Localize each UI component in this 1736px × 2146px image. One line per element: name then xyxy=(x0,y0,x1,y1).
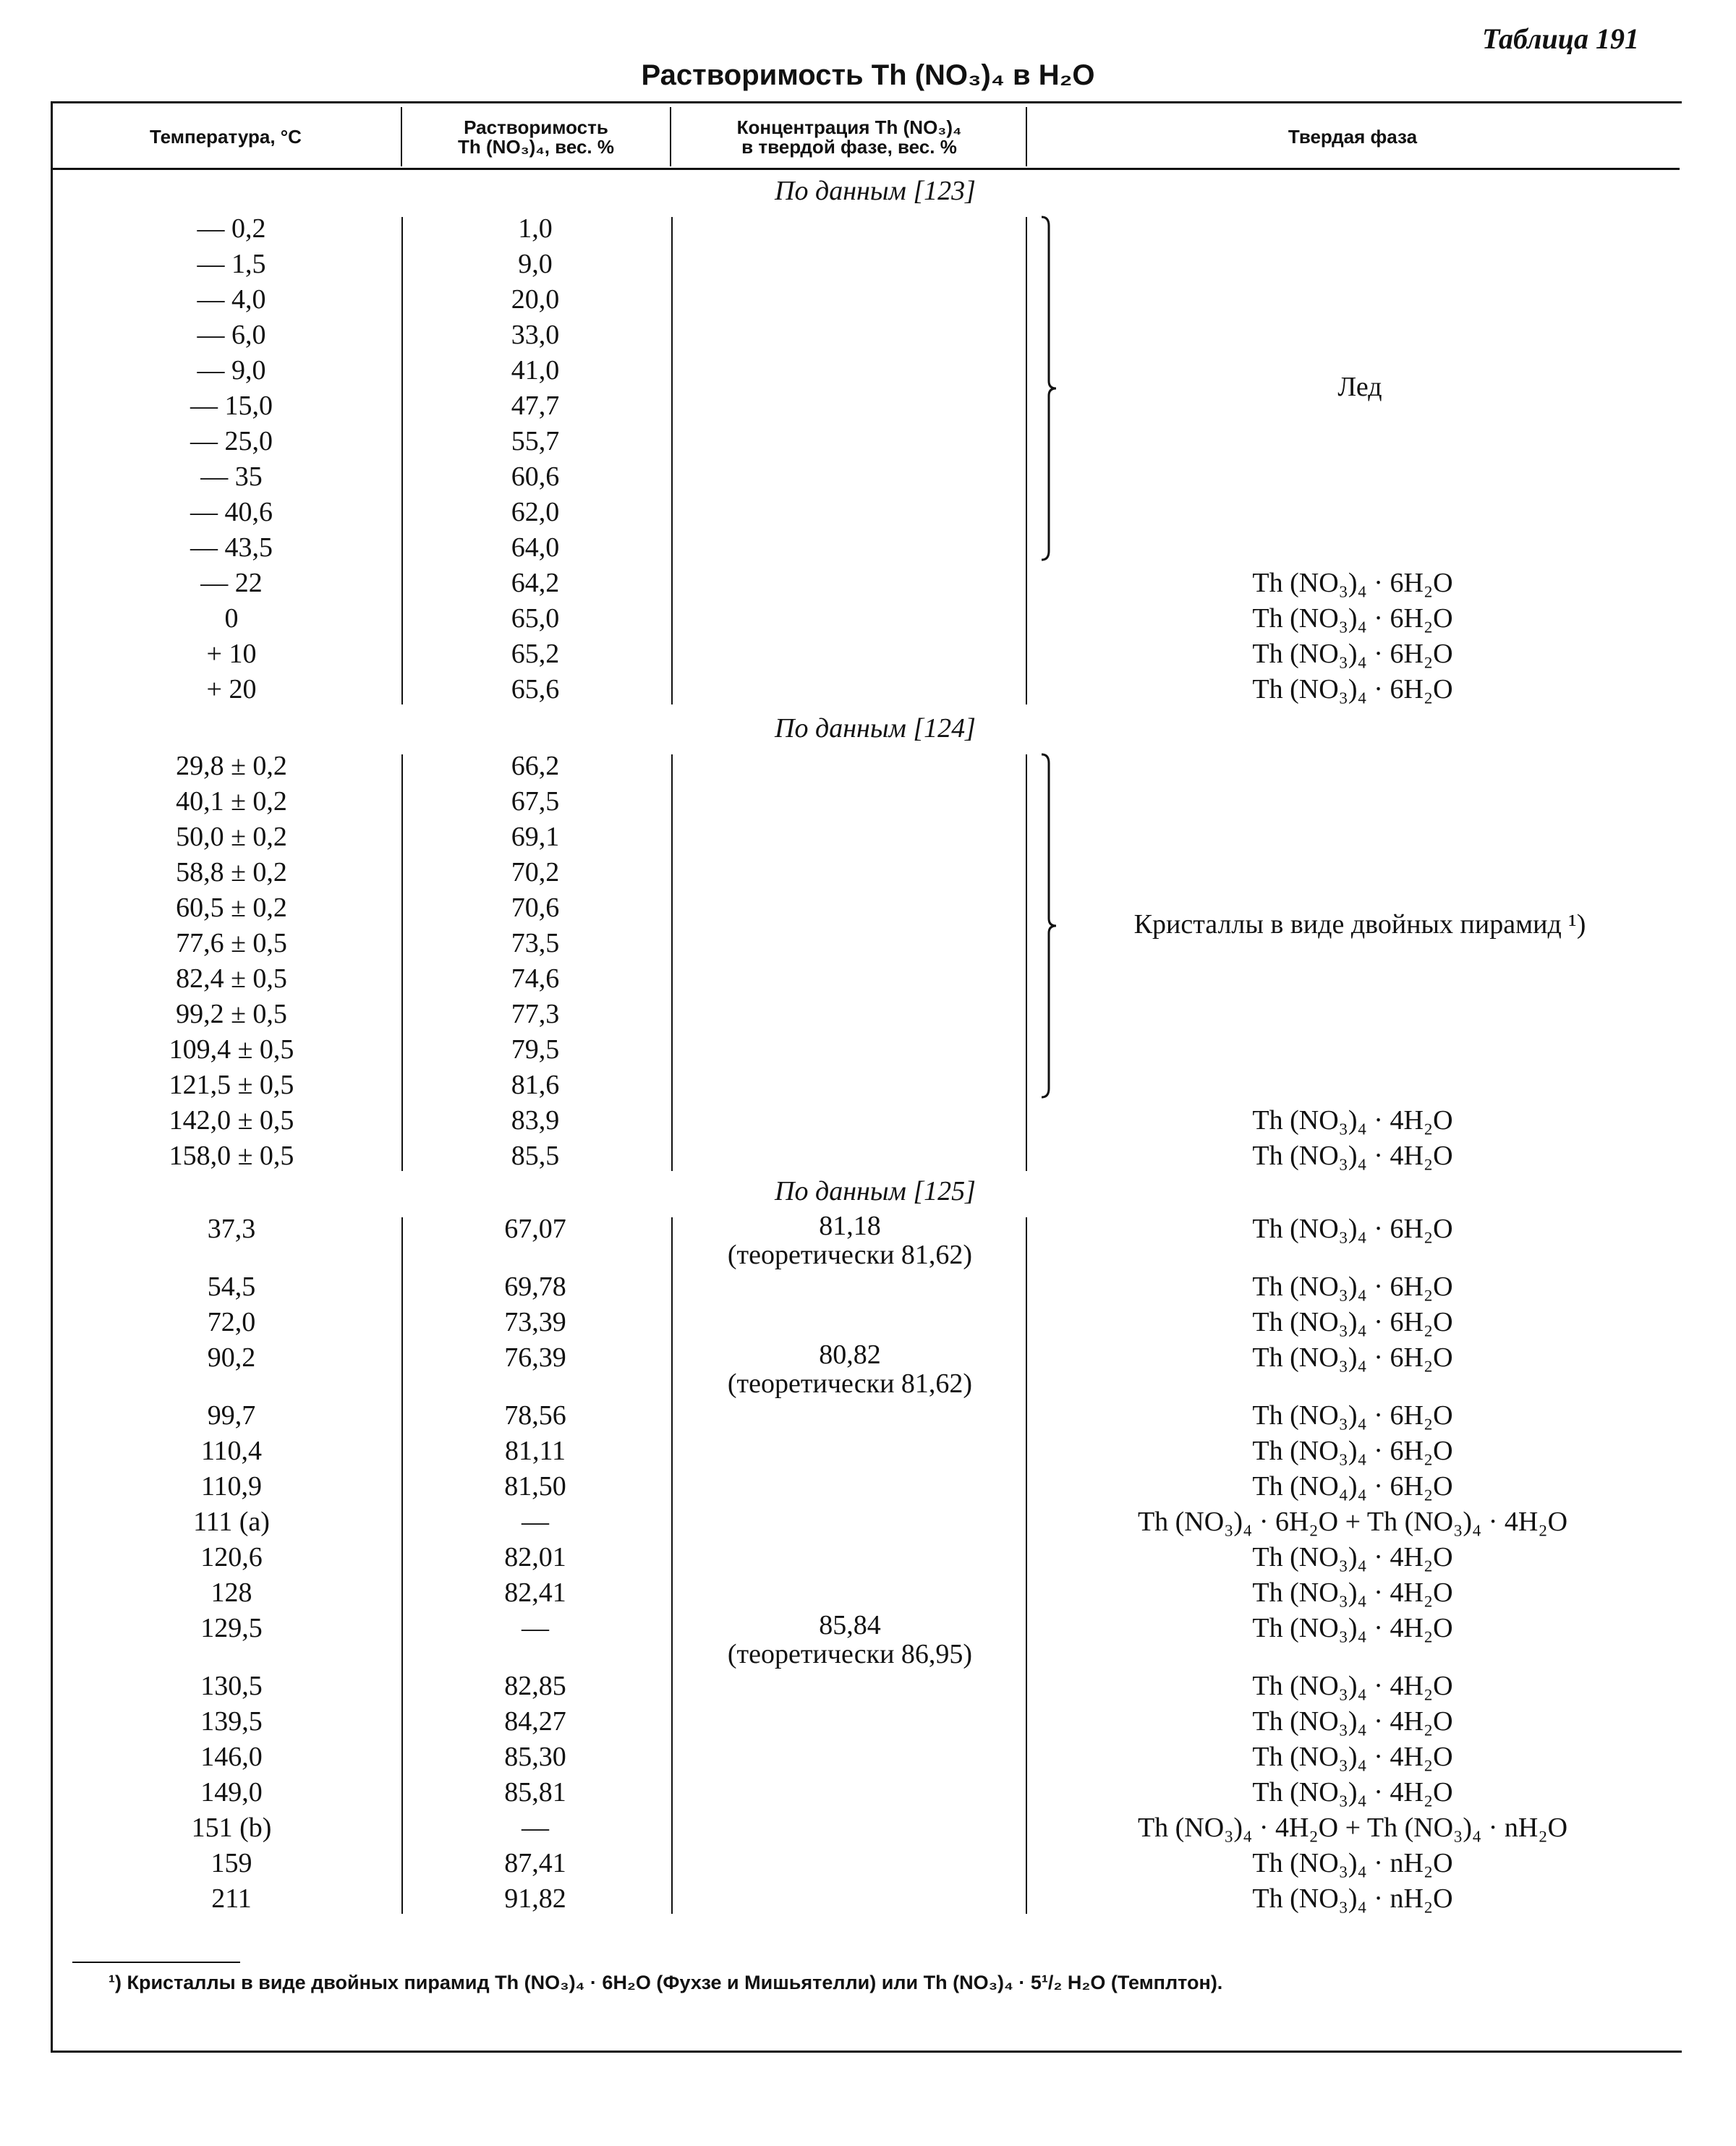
solubility-cell: 20,0 xyxy=(511,284,560,315)
solid-phase-cell: Th (NO₃)₄ · 6H₂O xyxy=(1252,639,1453,669)
temperature-cell: — 4,0 xyxy=(197,284,266,315)
temperature-cell: 121,5 ± 0,5 xyxy=(169,1070,294,1100)
temperature-cell: 90,2 xyxy=(207,1342,256,1373)
solubility-cell: 91,82 xyxy=(504,1883,566,1914)
solid-phase-cell: Th (NO₃)₄ · 4H₂O xyxy=(1252,1141,1453,1171)
solubility-cell: 33,0 xyxy=(511,320,560,350)
solid-phase-cell: Th (NO₃)₄ · 4H₂O xyxy=(1252,1777,1453,1808)
temperature-cell: — 22 xyxy=(200,568,263,598)
table-row xyxy=(0,961,1736,997)
concentration-cell: 81,18 (теоретически 81,62) xyxy=(727,1211,973,1270)
solid-phase-cell: Th (NO₃)₄ · nH₂O xyxy=(1252,1883,1453,1914)
solid-phase-cell: Th (NO₃)₄ · 4H₂O xyxy=(1252,1742,1453,1772)
table-row xyxy=(0,566,1736,601)
section-label: По данным [124] xyxy=(775,713,976,744)
solid-phase-cell: Th (NO₃)₄ · 6H₂O + Th (NO₃)₄ · 4H₂O xyxy=(1137,1507,1568,1537)
solubility-cell: 79,5 xyxy=(511,1034,560,1065)
solubility-cell: 64,0 xyxy=(511,532,560,563)
solubility-cell: 1,0 xyxy=(518,213,553,244)
solid-phase-cell: Th (NO₃)₄ · 6H₂O xyxy=(1252,1436,1453,1466)
temperature-cell: 142,0 ± 0,5 xyxy=(169,1105,294,1136)
solubility-cell: 69,78 xyxy=(504,1272,566,1302)
solubility-cell: 70,2 xyxy=(511,857,560,887)
solid-phase-cell: Th (NO₃)₄ · 4H₂O xyxy=(1252,1613,1453,1643)
table-row xyxy=(0,997,1736,1032)
temperature-cell: 159 xyxy=(210,1848,252,1878)
header-concentration: Концентрация Th (NO₃)₄ в твердой фазе, вес. % xyxy=(736,116,962,158)
solubility-cell: 85,81 xyxy=(504,1777,566,1808)
solubility-cell: 81,11 xyxy=(504,1436,566,1466)
table-row xyxy=(0,530,1736,566)
table-row xyxy=(0,1305,1736,1340)
solubility-cell: — xyxy=(522,1813,549,1843)
temperature-cell: + 20 xyxy=(206,674,257,704)
temperature-cell: 149,0 xyxy=(200,1777,263,1808)
temperature-cell: — 1,5 xyxy=(197,249,266,279)
solubility-cell: 84,27 xyxy=(504,1706,566,1737)
solid-phase-cell: Th (NO₃)₄ · 6H₂O xyxy=(1252,1272,1453,1302)
solid-phase-cell: Th (NO₃)₄ · 6H₂O xyxy=(1252,1307,1453,1337)
table-row xyxy=(0,1540,1736,1575)
footnote: ¹) Кристаллы в виде двойных пирамид Th (NO₃)₄ · 6H₂O (Фухзе и Мишьятелли) или Th (NO₃)₄ · 5¹/₂ H₂O (Темплтон). xyxy=(109,1972,1223,1993)
table-row xyxy=(0,1611,1736,1669)
temperature-cell: — 43,5 xyxy=(190,532,273,563)
temperature-cell: 110,9 xyxy=(200,1471,263,1502)
column-separator xyxy=(401,754,403,1171)
header-col-separator xyxy=(401,107,402,166)
table-row xyxy=(0,1398,1736,1434)
solid-phase-cell: Th (NO₃)₄ · 6H₂O xyxy=(1252,568,1453,598)
solubility-cell: 55,7 xyxy=(511,426,560,456)
solubility-cell: 73,39 xyxy=(504,1307,566,1337)
solid-phase-cell: Th (NO₃)₄ · 6H₂O xyxy=(1252,674,1453,704)
table-row xyxy=(0,1032,1736,1068)
temperature-cell: 60,5 ± 0,2 xyxy=(176,893,287,923)
solubility-cell: 74,6 xyxy=(511,963,560,994)
table-row xyxy=(0,749,1736,784)
table-row xyxy=(0,636,1736,672)
temperature-cell: 111 (a) xyxy=(193,1507,270,1537)
temperature-cell: 77,6 ± 0,5 xyxy=(176,928,287,958)
table-row xyxy=(0,784,1736,819)
solubility-cell: 83,9 xyxy=(511,1105,560,1136)
table-row xyxy=(0,424,1736,459)
solid-phase-cell: Th (NO₃)₄ · 4H₂O xyxy=(1252,1542,1453,1572)
column-separator xyxy=(671,754,673,1171)
header-solubility: Растворимость Th (NO₃)₄, вес. % xyxy=(458,116,614,158)
concentration-cell: 80,82 (теоретически 81,62) xyxy=(727,1340,973,1399)
solubility-cell: 77,3 xyxy=(511,999,560,1029)
temperature-cell: 139,5 xyxy=(200,1706,263,1737)
temperature-cell: — 0,2 xyxy=(197,213,266,244)
solid-phase-cell: Th (NO₃)₄ · 4H₂O xyxy=(1252,1105,1453,1136)
solid-phase-cell: Th (NO₄)₄ · 6H₂O xyxy=(1252,1471,1453,1502)
temperature-cell: — 6,0 xyxy=(197,320,266,350)
solubility-cell: 65,6 xyxy=(511,674,560,704)
solid-phase-cell: Th (NO₃)₄ · 4H₂O xyxy=(1252,1577,1453,1608)
solubility-cell: 47,7 xyxy=(511,391,560,421)
table-row xyxy=(0,247,1736,282)
table-row xyxy=(0,1434,1736,1469)
table-row xyxy=(0,819,1736,855)
solubility-cell: 9,0 xyxy=(518,249,553,279)
solid-phase-cell: Th (NO₃)₄ · 6H₂O xyxy=(1252,1342,1453,1373)
temperature-cell: 151 (b) xyxy=(191,1813,272,1843)
solubility-cell: 78,56 xyxy=(504,1400,566,1431)
temperature-cell: 82,4 ± 0,5 xyxy=(176,963,287,994)
temperature-cell: 50,0 ± 0,2 xyxy=(176,822,287,852)
solid-phase-cell: Th (NO₃)₄ · 4H₂O xyxy=(1252,1671,1453,1701)
table-row xyxy=(0,855,1736,890)
solubility-cell: — xyxy=(522,1507,549,1537)
table-row xyxy=(0,601,1736,636)
column-separator xyxy=(1026,754,1027,1171)
table-row xyxy=(0,211,1736,247)
temperature-cell: 72,0 xyxy=(207,1307,256,1337)
table-row xyxy=(0,459,1736,495)
solubility-cell: 85,5 xyxy=(511,1141,560,1171)
table-row xyxy=(0,672,1736,707)
table-row xyxy=(0,1504,1736,1540)
temperature-cell: 37,3 xyxy=(207,1214,256,1244)
solid-phase-cell: Th (NO₃)₄ · 4H₂O + Th (NO₃)₄ · nH₂O xyxy=(1137,1813,1568,1843)
table-row xyxy=(0,1269,1736,1305)
solid-phase-cell: Th (NO₃)₄ · 4H₂O xyxy=(1252,1706,1453,1737)
header-solid-phase: Твердая фаза xyxy=(1288,126,1418,148)
table-row xyxy=(0,1881,1736,1917)
solid-phase-cell: Th (NO₃)₄ · 6H₂O xyxy=(1252,1400,1453,1431)
table-row xyxy=(0,282,1736,318)
header-col-separator xyxy=(670,107,671,166)
section-label: По данным [125] xyxy=(775,1176,976,1206)
table-row xyxy=(0,1775,1736,1810)
temperature-cell: 58,8 ± 0,2 xyxy=(176,857,287,887)
solid-phase-cell: Th (NO₃)₄ · nH₂O xyxy=(1252,1848,1453,1878)
column-separator xyxy=(671,217,673,704)
solubility-cell: 66,2 xyxy=(511,751,560,781)
table-row xyxy=(0,1138,1736,1174)
solubility-cell: 65,0 xyxy=(511,603,560,634)
temperature-cell: 128 xyxy=(210,1577,252,1608)
table-row xyxy=(0,495,1736,530)
solid-phase-cell: Th (NO₃)₄ · 6H₂O xyxy=(1252,603,1453,634)
solubility-cell: 69,1 xyxy=(511,822,560,852)
column-separator xyxy=(1026,1217,1027,1914)
table-row xyxy=(0,1340,1736,1398)
temperature-cell: + 10 xyxy=(206,639,257,669)
temperature-cell: 158,0 ± 0,5 xyxy=(169,1141,294,1171)
temperature-cell: — 35 xyxy=(200,461,263,492)
temperature-cell: 146,0 xyxy=(200,1742,263,1772)
table-row xyxy=(0,1103,1736,1138)
solubility-cell: 73,5 xyxy=(511,928,560,958)
temperature-cell: 99,2 ± 0,5 xyxy=(176,999,287,1029)
solubility-cell: 76,39 xyxy=(504,1342,566,1373)
footnote-rule xyxy=(72,1962,240,1963)
solubility-cell: 65,2 xyxy=(511,639,560,669)
header-col-separator xyxy=(1026,107,1027,166)
merged-solid-phase: Кристаллы в виде двойных пирамид ¹) xyxy=(1133,909,1586,940)
solubility-cell: 62,0 xyxy=(511,497,560,527)
header-divider xyxy=(51,168,1680,170)
temperature-cell: 130,5 xyxy=(200,1671,263,1701)
merged-solid-phase: Лед xyxy=(1337,372,1382,402)
table-row xyxy=(0,1212,1736,1269)
temperature-cell: 109,4 ± 0,5 xyxy=(169,1034,294,1065)
column-separator xyxy=(1026,217,1027,704)
solubility-cell: 67,5 xyxy=(511,786,560,817)
temperature-cell: 40,1 ± 0,2 xyxy=(176,786,287,817)
column-separator xyxy=(671,1217,673,1914)
table-row xyxy=(0,1669,1736,1704)
temperature-cell: 54,5 xyxy=(207,1272,256,1302)
table-row xyxy=(0,1810,1736,1846)
table-row xyxy=(0,1704,1736,1740)
section-label: По данным [123] xyxy=(775,176,976,206)
solubility-cell: 64,2 xyxy=(511,568,560,598)
solubility-cell: — xyxy=(522,1613,549,1643)
table-row xyxy=(0,1575,1736,1611)
table-title: Растворимость Th (NO₃)₄ в H₂O xyxy=(641,59,1095,91)
temperature-cell: 29,8 ± 0,2 xyxy=(176,751,287,781)
solubility-cell: 41,0 xyxy=(511,355,560,386)
solubility-cell: 60,6 xyxy=(511,461,560,492)
table-row xyxy=(0,318,1736,353)
solid-phase-cell: Th (NO₃)₄ · 6H₂O xyxy=(1252,1214,1453,1244)
header-temperature: Температура, °С xyxy=(150,126,302,148)
solubility-cell: 82,85 xyxy=(504,1671,566,1701)
column-separator xyxy=(401,217,403,704)
table-row xyxy=(0,1469,1736,1504)
temperature-cell: 211 xyxy=(211,1883,252,1914)
temperature-cell: 129,5 xyxy=(200,1613,263,1643)
table-row xyxy=(0,1740,1736,1775)
temperature-cell: — 15,0 xyxy=(190,391,273,421)
concentration-cell: 85,84 (теоретически 86,95) xyxy=(727,1610,973,1669)
solubility-cell: 87,41 xyxy=(504,1848,566,1878)
table-number: Таблица 191 xyxy=(1482,22,1639,55)
column-separator xyxy=(401,1217,403,1914)
solubility-cell: 82,01 xyxy=(504,1542,566,1572)
temperature-cell: 120,6 xyxy=(200,1542,263,1572)
temperature-cell: 99,7 xyxy=(207,1400,256,1431)
solubility-cell: 81,50 xyxy=(504,1471,566,1502)
solubility-cell: 67,07 xyxy=(504,1214,566,1244)
temperature-cell: 110,4 xyxy=(200,1436,263,1466)
table-row xyxy=(0,1068,1736,1103)
temperature-cell: — 25,0 xyxy=(190,426,273,456)
temperature-cell: 0 xyxy=(224,603,239,634)
temperature-cell: — 9,0 xyxy=(197,355,266,386)
solubility-cell: 70,6 xyxy=(511,893,560,923)
table-row xyxy=(0,1846,1736,1881)
temperature-cell: — 40,6 xyxy=(190,497,273,527)
solubility-cell: 85,30 xyxy=(504,1742,566,1772)
solubility-cell: 82,41 xyxy=(504,1577,566,1608)
solubility-cell: 81,6 xyxy=(511,1070,560,1100)
